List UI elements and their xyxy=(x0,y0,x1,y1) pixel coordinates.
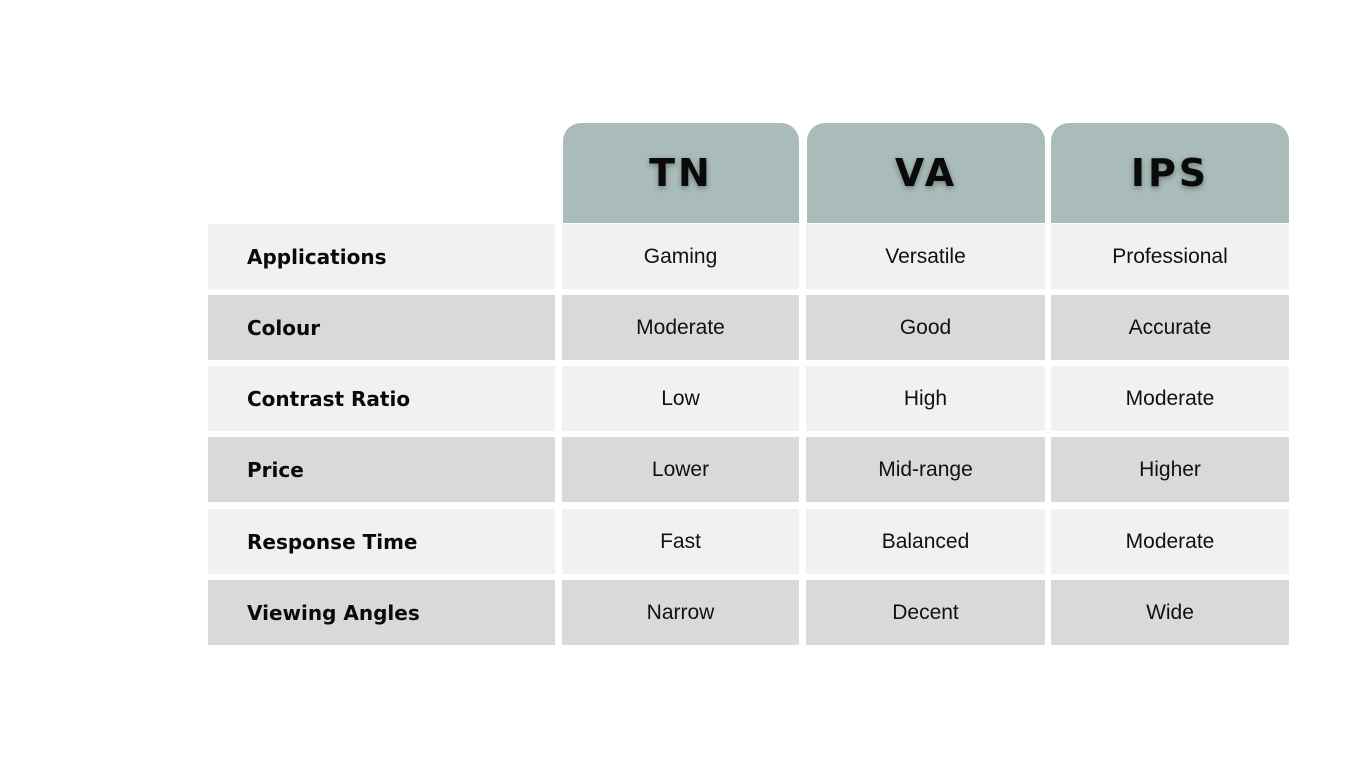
table-cell: Moderate xyxy=(562,295,799,360)
table-cell: Balanced xyxy=(806,509,1045,574)
table-cell: Lower xyxy=(562,437,799,502)
table-cell: Narrow xyxy=(562,580,799,645)
table-cell: Good xyxy=(806,295,1045,360)
row-label-colour: Colour xyxy=(208,295,555,360)
column-header-va: VA xyxy=(807,123,1045,223)
row-label-contrast-ratio: Contrast Ratio xyxy=(208,366,555,431)
column-header-ips: IPS xyxy=(1051,123,1289,223)
row-label-applications: Applications xyxy=(208,224,555,289)
table-cell: Decent xyxy=(806,580,1045,645)
column-header-tn: TN xyxy=(563,123,799,223)
row-label-price: Price xyxy=(208,437,555,502)
table-cell: Moderate xyxy=(1051,366,1289,431)
table-cell: Fast xyxy=(562,509,799,574)
table-cell: Professional xyxy=(1051,224,1289,289)
table-cell: Low xyxy=(562,366,799,431)
table-cell: Mid-range xyxy=(806,437,1045,502)
table-cell: Versatile xyxy=(806,224,1045,289)
table-cell: Moderate xyxy=(1051,509,1289,574)
table-cell: High xyxy=(806,366,1045,431)
row-label-response-time: Response Time xyxy=(208,509,555,574)
table-cell: Higher xyxy=(1051,437,1289,502)
table-cell: Accurate xyxy=(1051,295,1289,360)
table-cell: Wide xyxy=(1051,580,1289,645)
table-cell: Gaming xyxy=(562,224,799,289)
row-label-viewing-angles: Viewing Angles xyxy=(208,580,555,645)
